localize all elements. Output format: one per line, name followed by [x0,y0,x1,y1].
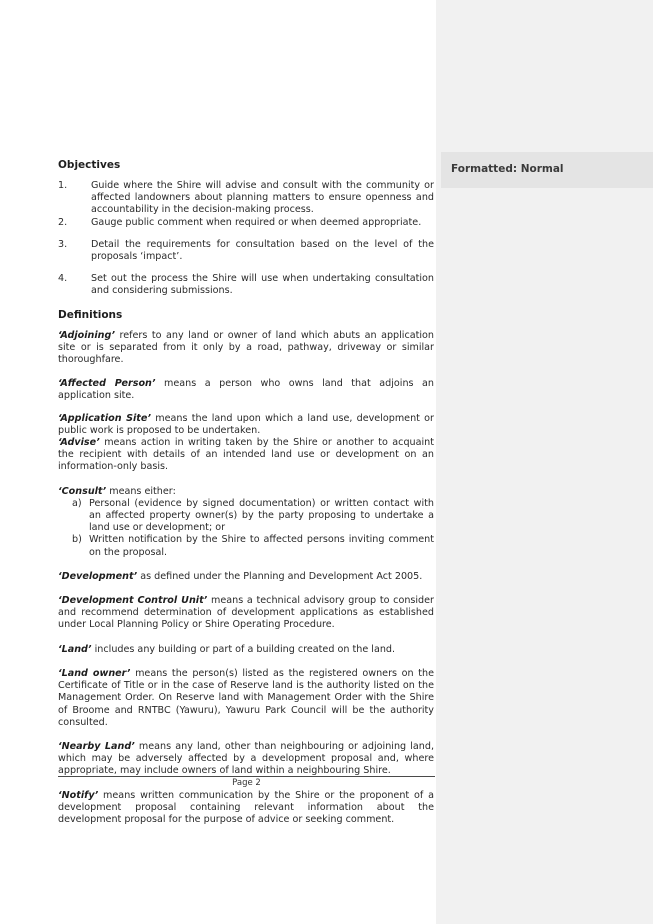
definition-term: ‘Affected Person’ [58,378,156,390]
definition-affected-person [58,378,434,402]
definition-term: ‘Development’ [58,570,138,582]
objective-text: Detail the requirements for consultation based on the level of the proposals ‘impact’. [91,238,434,263]
definition-text: includes any building or part of a building created on the land. [91,643,396,655]
definition-text: means any land, other than neighbouring or adjoining land, which may be adversely affected by a development proposal and, where appropriate, may include owners of land within a neighbouring Shire. [58,740,434,777]
definition-text: means the land upon which a land use, development or public work is proposed to be undertaken. [58,412,434,436]
definition-application-site [58,413,434,437]
definition-land-owner [58,668,434,729]
objective-item [58,180,434,217]
objective-text: Gauge public comment when required or when deemed appropriate. [91,216,422,228]
definition-text: means a technical advisory group to consider and recommend determination of development applications as established under Local Planning Policy or Shire Operating Procedure. [58,595,434,631]
objectives-heading: Objectives [58,159,121,171]
objective-text: Set out the process the Shire will use when undertaking consultation and considering submissions. [91,273,434,297]
definition-term: ‘Advise’ [58,437,100,449]
subitem-label: a) [72,497,82,509]
definition-nearby-land [58,741,434,778]
comment-pane [436,0,653,924]
definition-term: ‘Application Site’ [58,412,152,424]
objective-text: Guide where the Shire will advise and consult with the community or affected landowners about planning matters to ensure openness and accountability in the decision-making process. [91,180,434,216]
definition-text: as defined under the Planning and Development Act 2005. [137,570,423,582]
definition-term: ‘Land’ [58,643,92,655]
definitions-heading: Definitions [58,308,123,321]
subitem-text: Personal (evidence by signed documentation) or written contact with an affected property owner(s) by the party proposing to undertake a land use or development; or [89,497,434,534]
footer-divider [58,776,435,777]
definition-land [58,644,434,656]
definition-term: ‘Consult’ [58,485,107,497]
page-number: Page 2 [232,778,261,788]
objective-item [58,273,434,297]
objective-number: 3. [58,238,68,250]
consult-subitem [58,498,434,535]
definition-text: means the person(s) listed as the registered owners on the Certificate of Title or in the case of Reserve land is the authority listed on the Management Order. On Reserve land with Management Order with the Shire of Broome and RNTBC (Yawuru), Yawuru Park Council will be the authority consulted. [58,667,434,728]
definition-advise [58,437,434,474]
definition-notify [58,790,434,827]
definition-development-control-unit [58,595,434,632]
definition-development [58,571,434,583]
objective-number: 4. [58,273,68,285]
definition-term: ‘Land owner’ [58,667,131,679]
objective-number: 1. [58,180,68,191]
objective-item [58,239,434,263]
definition-term: ‘Notify’ [58,789,99,801]
comment-formatting-note[interactable]: Formatted: Normal [441,152,653,188]
document-page [58,158,434,826]
definition-term: ‘Development Control Unit’ [58,595,208,607]
definition-adjoining [58,330,434,367]
consult-subitem [58,534,434,558]
definition-term: ‘Nearby Land’ [58,740,135,752]
definition-text: means action in writing taken by the Shire or another to acquaint the recipient with details of an intended land use or development on an information-only basis. [58,437,434,473]
definition-text: means written communication by the Shire or the proponent of a development proposal containing relevant information about the development proposal for the purpose of advice or seeking comment. [58,789,434,825]
subitem-label: b) [72,534,82,546]
subitem-text: Written notification by the Shire to affected persons inviting comment on the proposal. [89,534,434,558]
definition-term: ‘Adjoining’ [58,329,115,341]
definition-consult [58,486,434,498]
objective-item [58,217,434,229]
definition-text: means either: [106,485,176,497]
definition-text: means a person who owns land that adjoins an application site. [58,378,434,402]
definition-text: refers to any land or owner of land which abuts an application site or is separated from it only by a road, pathway, driveway or similar thoroughfare. [58,329,434,366]
objective-number: 2. [58,216,68,228]
